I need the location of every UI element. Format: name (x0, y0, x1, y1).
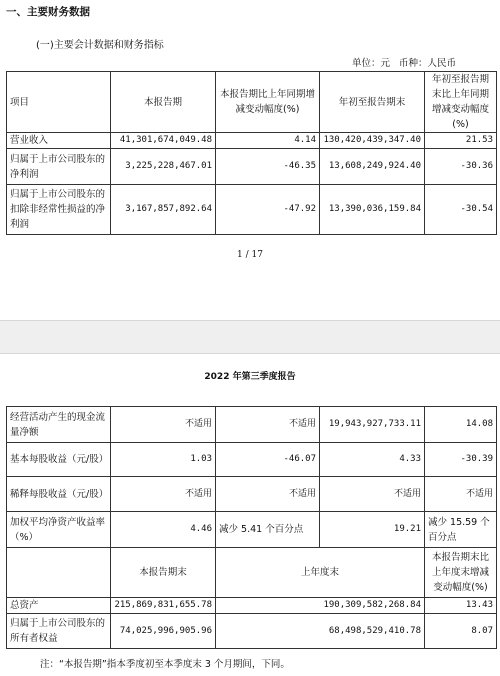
cell-ytd: 13,608,249,924.40 (320, 149, 425, 185)
cell-prior-year-end: 68,498,529,410.78 (216, 614, 425, 649)
header-prior-year-end: 上年度末 (216, 548, 425, 598)
row-label: 总资产 (7, 598, 111, 614)
header-ytd-change: 年初至报告期末比上年同期增减变动幅度(%) (425, 72, 497, 133)
table-row (7, 614, 497, 649)
cell-ytd: 4.33 (320, 443, 425, 477)
cell-ytd: 不适用 (320, 477, 425, 512)
cell-current: 41,301,674,049.48 (111, 133, 216, 149)
report-page-1 (0, 0, 500, 320)
row-label: 经营活动产生的现金流量净额 (7, 407, 111, 443)
cell-current-change: 不适用 (216, 407, 320, 443)
cell-change: 8.07 (425, 614, 497, 649)
cell-ytd-change: 不适用 (425, 477, 497, 512)
row-label: 稀释每股收益（元/股） (7, 477, 111, 512)
cell-ytd-change: -30.54 (425, 185, 497, 235)
cell-ytd: 13,390,036,159.84 (320, 185, 425, 235)
header-period-end: 本报告期末 (111, 548, 216, 598)
table-row (7, 598, 497, 614)
header-blank (7, 548, 111, 598)
report-header-title: 2022 年第三季度报告 (204, 372, 296, 382)
cell-current-change: 不适用 (216, 477, 320, 512)
row-label: 加权平均净资产收益率（%） (7, 512, 111, 548)
row-label: 归属于上市公司股东的所有者权益 (7, 614, 111, 649)
table-row (7, 477, 497, 512)
footnote: 注：“本报告期”指本季度初至本季度末 3 个月期间，下同。 (40, 659, 290, 670)
cell-ytd: 130,420,439,347.40 (320, 133, 425, 149)
cell-current: 3,167,857,892.64 (111, 185, 216, 235)
cell-change: 13.43 (425, 598, 497, 614)
row-label: 归属于上市公司股东的扣除非经常性损益的净利润 (7, 185, 111, 235)
balance-header-row (7, 548, 497, 598)
cell-current: 1.03 (111, 443, 216, 477)
table-row (7, 512, 497, 548)
table-row (7, 407, 497, 443)
cell-period-end: 74,025,996,905.96 (111, 614, 216, 649)
cell-prior-year-end: 190,309,582,268.84 (216, 598, 425, 614)
table-row (7, 443, 497, 477)
cell-current-change: -46.35 (216, 149, 320, 185)
table-row (7, 133, 497, 149)
report-page-2 (0, 354, 500, 676)
row-label: 基本每股收益（元/股） (7, 443, 111, 477)
cell-ytd-change: 21.53 (425, 133, 497, 149)
cell-current-change: 减少 5.41 个百分点 (216, 512, 320, 548)
table-row (7, 149, 497, 185)
cell-current-change: -47.92 (216, 185, 320, 235)
header-current-change: 本报告期比上年同期增减变动幅度(%) (216, 72, 320, 133)
cell-current: 3,225,228,467.01 (111, 149, 216, 185)
cell-period-end: 215,869,831,655.78 (111, 598, 216, 614)
cell-ytd-change: 14.08 (425, 407, 497, 443)
unit-currency-line: 单位：元 币种：人民币 (352, 58, 457, 69)
header-ytd: 年初至报告期末 (320, 72, 425, 133)
section-title: 一、主要财务数据 (6, 6, 90, 18)
cell-current: 不适用 (111, 477, 216, 512)
table-row (7, 185, 497, 235)
cell-ytd-change: -30.36 (425, 149, 497, 185)
subsection-title: (一)主要会计数据和财务指标 (36, 40, 164, 51)
cell-current: 4.46 (111, 512, 216, 548)
financial-data-table-2 (6, 406, 497, 649)
cell-ytd-change: 减少 15.59 个百分点 (425, 512, 497, 548)
cell-ytd: 19.21 (320, 512, 425, 548)
header-item: 项目 (7, 72, 111, 133)
header-balance-change: 本报告期末比上年度末增减变动幅度(%) (425, 548, 497, 598)
cell-ytd: 19,943,927,733.11 (320, 407, 425, 443)
cell-current: 不适用 (111, 407, 216, 443)
header-current-period: 本报告期 (111, 72, 216, 133)
page-separator (0, 320, 500, 354)
page-number: 1 / 17 (237, 250, 263, 260)
financial-data-table-1 (6, 71, 497, 235)
row-label: 营业收入 (7, 133, 111, 149)
cell-ytd-change: -30.39 (425, 443, 497, 477)
cell-current-change: -46.07 (216, 443, 320, 477)
table-header-row (7, 72, 497, 133)
cell-current-change: 4.14 (216, 133, 320, 149)
row-label: 归属于上市公司股东的净利润 (7, 149, 111, 185)
